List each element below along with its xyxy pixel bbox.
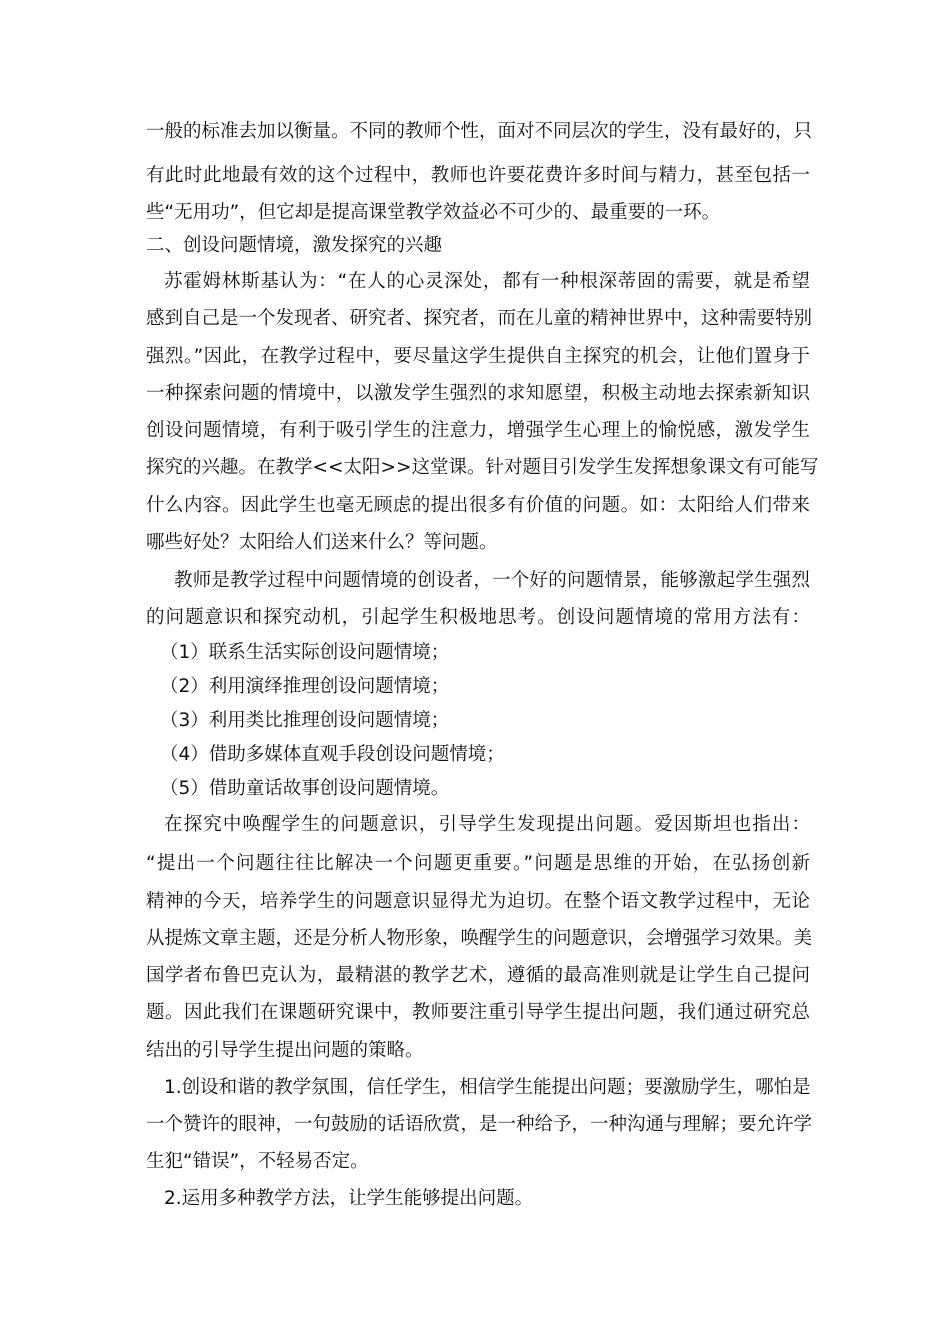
paragraph-line: 精神的今天，培养学生的问题意识显得尤为迫切。在整个语文教学过程中，无论 — [146, 891, 810, 912]
paragraph-line: 一般的标准去加以衡量。不同的教师个性，面对不同层次的学生，没有最好的，只 — [146, 121, 813, 142]
paragraph-line: 生犯“错误”，不轻易否定。 — [146, 1151, 369, 1172]
section-heading: 二、创设问题情境，激发探究的兴趣 — [146, 235, 443, 256]
paragraph-line: 探究的兴趣。在教学<<太阳>>这堂课。针对题目引发学生发挥想象课文有可能写 — [146, 457, 819, 478]
numbered-item: 2.运用多种教学方法，让学生能够提出问题。 — [164, 1188, 534, 1209]
paragraph-line: 强烈。”因此，在教学过程中，要尽量这学生提供自主探究的机会，让他们置身于 — [146, 346, 810, 367]
paragraph-line: 题。因此我们在课题研究课中，教师要注重引导学生提出问题，我们通过研究总 — [146, 1002, 810, 1023]
paragraph-line: 些“无用功”，但它却是提高课堂教学效益必不可少的、最重要的一环。 — [146, 202, 721, 223]
paragraph-line: 有此时此地最有效的这个过程中，教师也许要花费许多时间与精力，甚至包括一 — [146, 165, 810, 186]
paragraph-line: 苏霍姆林斯基认为：“在人的心灵深处，都有一种根深蒂固的需要，就是希望 — [164, 271, 810, 292]
list-item: （5）借助童话故事创设问题情境。 — [160, 778, 450, 799]
paragraph-line: 的问题意识和探究动机，引起学生积极地思考。创设问题情境的常用方法有： — [146, 607, 810, 628]
paragraph-line: 一个赞许的眼神，一句鼓励的话语欣赏，是一种给予，一种沟通与理解；要允许学 — [146, 1114, 813, 1135]
paragraph-line: 在探究中唤醒学生的问题意识，引导学生发现提出问题。爱因斯坦也指出： — [164, 814, 810, 835]
paragraph-line: 创设问题情境，有利于吸引学生的注意力，增强学生心理上的愉悦感，激发学生 — [146, 420, 810, 441]
paragraph-line: 感到自己是一个发现者、研究者、探究者，而在儿童的精神世界中，这种需要特别 — [146, 308, 813, 329]
paragraph-line: 结出的引导学生提出问题的策略。 — [146, 1040, 424, 1061]
list-item: （1）联系生活实际创设问题情境； — [160, 642, 450, 663]
paragraph-line: “提出一个问题往往比解决一个问题更重要。”问题是思维的开始，在弘扬创新 — [146, 853, 810, 874]
list-item: （2）利用演绎推理创设问题情境； — [160, 676, 450, 697]
paragraph-line: 什么内容。因此学生也毫无顾虑的提出很多有价值的问题。如：太阳给人们带来 — [146, 495, 810, 516]
list-item: （3）利用类比推理创设问题情境； — [160, 710, 450, 731]
paragraph-line: 一种探索问题的情境中，以激发学生强烈的求知愿望，积极主动地去探索新知识 — [146, 383, 810, 404]
paragraph-line: 国学者布鲁巴克认为，最精湛的教学艺术，遵循的最高准则就是让学生自己提问 — [146, 965, 810, 986]
list-item: （4）借助多媒体直观手段创设问题情境； — [160, 744, 505, 765]
paragraph-line: 从提炼文章主题，还是分析人物形象，唤醒学生的问题意识，会增强学习效果。美 — [146, 928, 813, 949]
paragraph-line: 哪些好处？太阳给人们送来什么？等问题。 — [146, 532, 498, 553]
numbered-item: 1.创设和谐的教学氛围，信任学生，相信学生能提出问题；要激励学生，哪怕是 — [164, 1077, 811, 1098]
paragraph-line: 教师是教学过程中问题情境的创设者，一个好的问题情景，能够激起学生强烈 — [174, 570, 810, 591]
